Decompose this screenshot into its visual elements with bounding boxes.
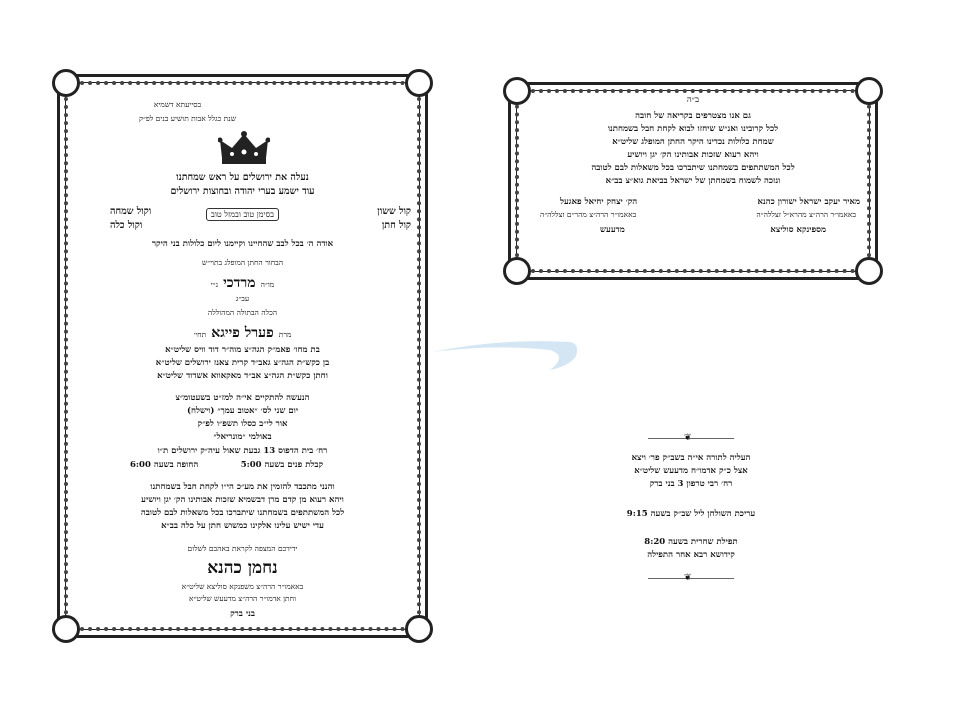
intro-line: אודה ה׳ בכל לבב שהחיינו וקיימנו ליום כלולות בני היקר (151, 239, 334, 249)
aliyah-info-block (596, 430, 786, 590)
right-line-6: ונזכה לשמוח בשמחתן של ישראל בביאת גוא״צ בב״א (605, 176, 781, 186)
side-left-1: וקול שמחה (110, 206, 152, 217)
sig-right-name: מאיר יעקב ישראל ישורון כהנא (757, 197, 860, 207)
divider-ornament-icon: ❦ (684, 573, 692, 583)
divider-ornament-icon: ❦ (684, 433, 692, 443)
shulchan-line: עריכת השולחן ליל שב״ק בשעה 9:15 (626, 509, 756, 519)
sender-city: בני ברק (230, 609, 255, 619)
groom-name: מרדכי (223, 275, 256, 291)
right-line-5: לכל המשתתפים בשמחתנו שיתברכו בכל משאלות לבם לטובה (591, 163, 795, 173)
year-line: שנת כגלל אבות תושיע בנים לפ״ק (138, 114, 237, 123)
groom-title: הבחור החתן המופלג בתוי״ש (201, 258, 284, 267)
bride-line-1: בת מחו׳ פאמ״ק הגה״צ מוה״ר דוד וויס שליט״א (165, 345, 320, 355)
right-line-3: שמחת כלולות נכדינו היקר החתן המופלג שליט״א (612, 137, 774, 147)
wedding-line-4: באולמי ״מונריאל״ (213, 432, 272, 442)
bh-mark: ב״ה (686, 95, 700, 105)
heading-bsd: בסייעתא דשמיא (153, 100, 202, 109)
kiddush-line: קידושא רבא אחר התפילה (647, 550, 735, 560)
sig-left-place: מדעעש (600, 225, 625, 235)
right-line-1: גם אנו מצטרפים בקריאה של חובה (635, 111, 751, 121)
closing-line: ידידכם המצפה לקראת באהבם לשלום (187, 544, 298, 553)
wedding-line-5: רח׳ בית הדפוס 13 גבעת שאול עיה״ק ירושלים ת״ו (157, 446, 328, 456)
aliyah-line-3: רח׳ רבי טרפון 3 בני ברק (649, 479, 733, 489)
invite-line-2: ויהא רעוא מן קדם מרן דבשמיא שזכות אבותינו הק׳ יגן ויושיע (141, 495, 344, 505)
right-line-2: לכל קרובינו ואנ״ש שיחזו לבוא לקחת חבל בשמחתנו (607, 124, 779, 134)
chuppah-time: החופה בשעה 6:00 (130, 460, 199, 470)
wedding-line-2: יום שני לס׳ ״אטוב עמך״ (וישלח) (186, 406, 299, 416)
invite-line-1: והנני מתכבד להזמין את מע״כ הי״ו לקחת חבל בשמחתנו (150, 482, 335, 492)
sender-line-1: באאמו״ר הרה״צ משפנקא סוליצא שליט״א (181, 582, 304, 591)
bride-title: הכלה הבתולה המהוללה (207, 308, 278, 317)
bride-line-2: בן כקש״ת הגה״צ גאב״ד קרית צאנז ירושלים שליט״א (155, 358, 330, 368)
groom-prefix: מו״ה (260, 280, 275, 289)
bride-line-3: וחתן כקש״ת הגה״צ אב״ד מאקאווא אשדוד שליט״א (157, 371, 328, 381)
bride-name: פערל פייגא (211, 325, 274, 341)
invite-line-3: לכל המשתתפים בשמחתנו שיתברכו בכל משאלות לבם לטובה (140, 508, 345, 518)
shacharis-line: תפילת שחרית בשעה 8:20 (644, 537, 738, 547)
reception-time: קבלת פנים בשעה 5:00 (240, 460, 323, 470)
sig-right-sub: באאמו״ר הרה״צ מהרא״ל זצללה״ה (756, 210, 856, 219)
sender-name: נחמן כהנא (207, 558, 278, 578)
sig-left-sub: באאמו״ר הרה״צ מהר״ם זצללה״ה (540, 210, 637, 219)
aliyah-line-1: העליה לתורה אי״ה בשב״ק פר׳ ויצא (631, 453, 751, 463)
side-right-1: קול ששון (377, 206, 411, 217)
bride-name-row (70, 322, 415, 342)
right-card-content (520, 92, 866, 272)
groom-suffix: נ״י (210, 280, 219, 289)
left-card-content (70, 88, 415, 628)
crown-icon (218, 130, 270, 166)
side-left-2: וקול כלה (110, 220, 143, 231)
connector-text: עב״ג (235, 294, 250, 303)
invite-line-4: עדי ישיש עלינו אלקינו כמשוש חתן על כלה בב״א (161, 521, 324, 531)
sig-left-name: הק׳ יצחק יחיאל פאגעל (560, 197, 638, 207)
bride-prefix: מרת (278, 330, 292, 339)
verse-line-1: נעלה את ירושלים על ראש שמחתנו (176, 172, 309, 183)
mazal-tov-badge: בסימן טוב ובמזל טוב (206, 208, 279, 221)
sender-line-2: וחתן אדמו״ר הרה״צ מדעעש שליט״א (189, 594, 296, 603)
verse-line-2: עוד ישמע בערי יהודה ובחוצות ירושלים (170, 186, 315, 197)
sig-right-place: מספינקא סוליצא (770, 225, 826, 235)
groom-name-row (70, 272, 415, 292)
wedding-line-3: אור לי״ב כסלו תשפ״ו לפ״ק (197, 419, 288, 429)
right-line-4: ויהא רעוא שזכות אבותינו הק׳ יגן ויושיע (627, 150, 759, 160)
scan-swoosh-mark (430, 330, 580, 380)
wedding-line-1: הנעשה להתקיים אי״ה למז״ט בשעטומ״צ (175, 393, 310, 403)
aliyah-line-2: אצל כ״ק אדמו״ח מדעעש שליט״א (634, 466, 748, 476)
side-right-2: קול חתן (381, 220, 411, 231)
bride-suffix: תחי׳ (193, 330, 207, 339)
